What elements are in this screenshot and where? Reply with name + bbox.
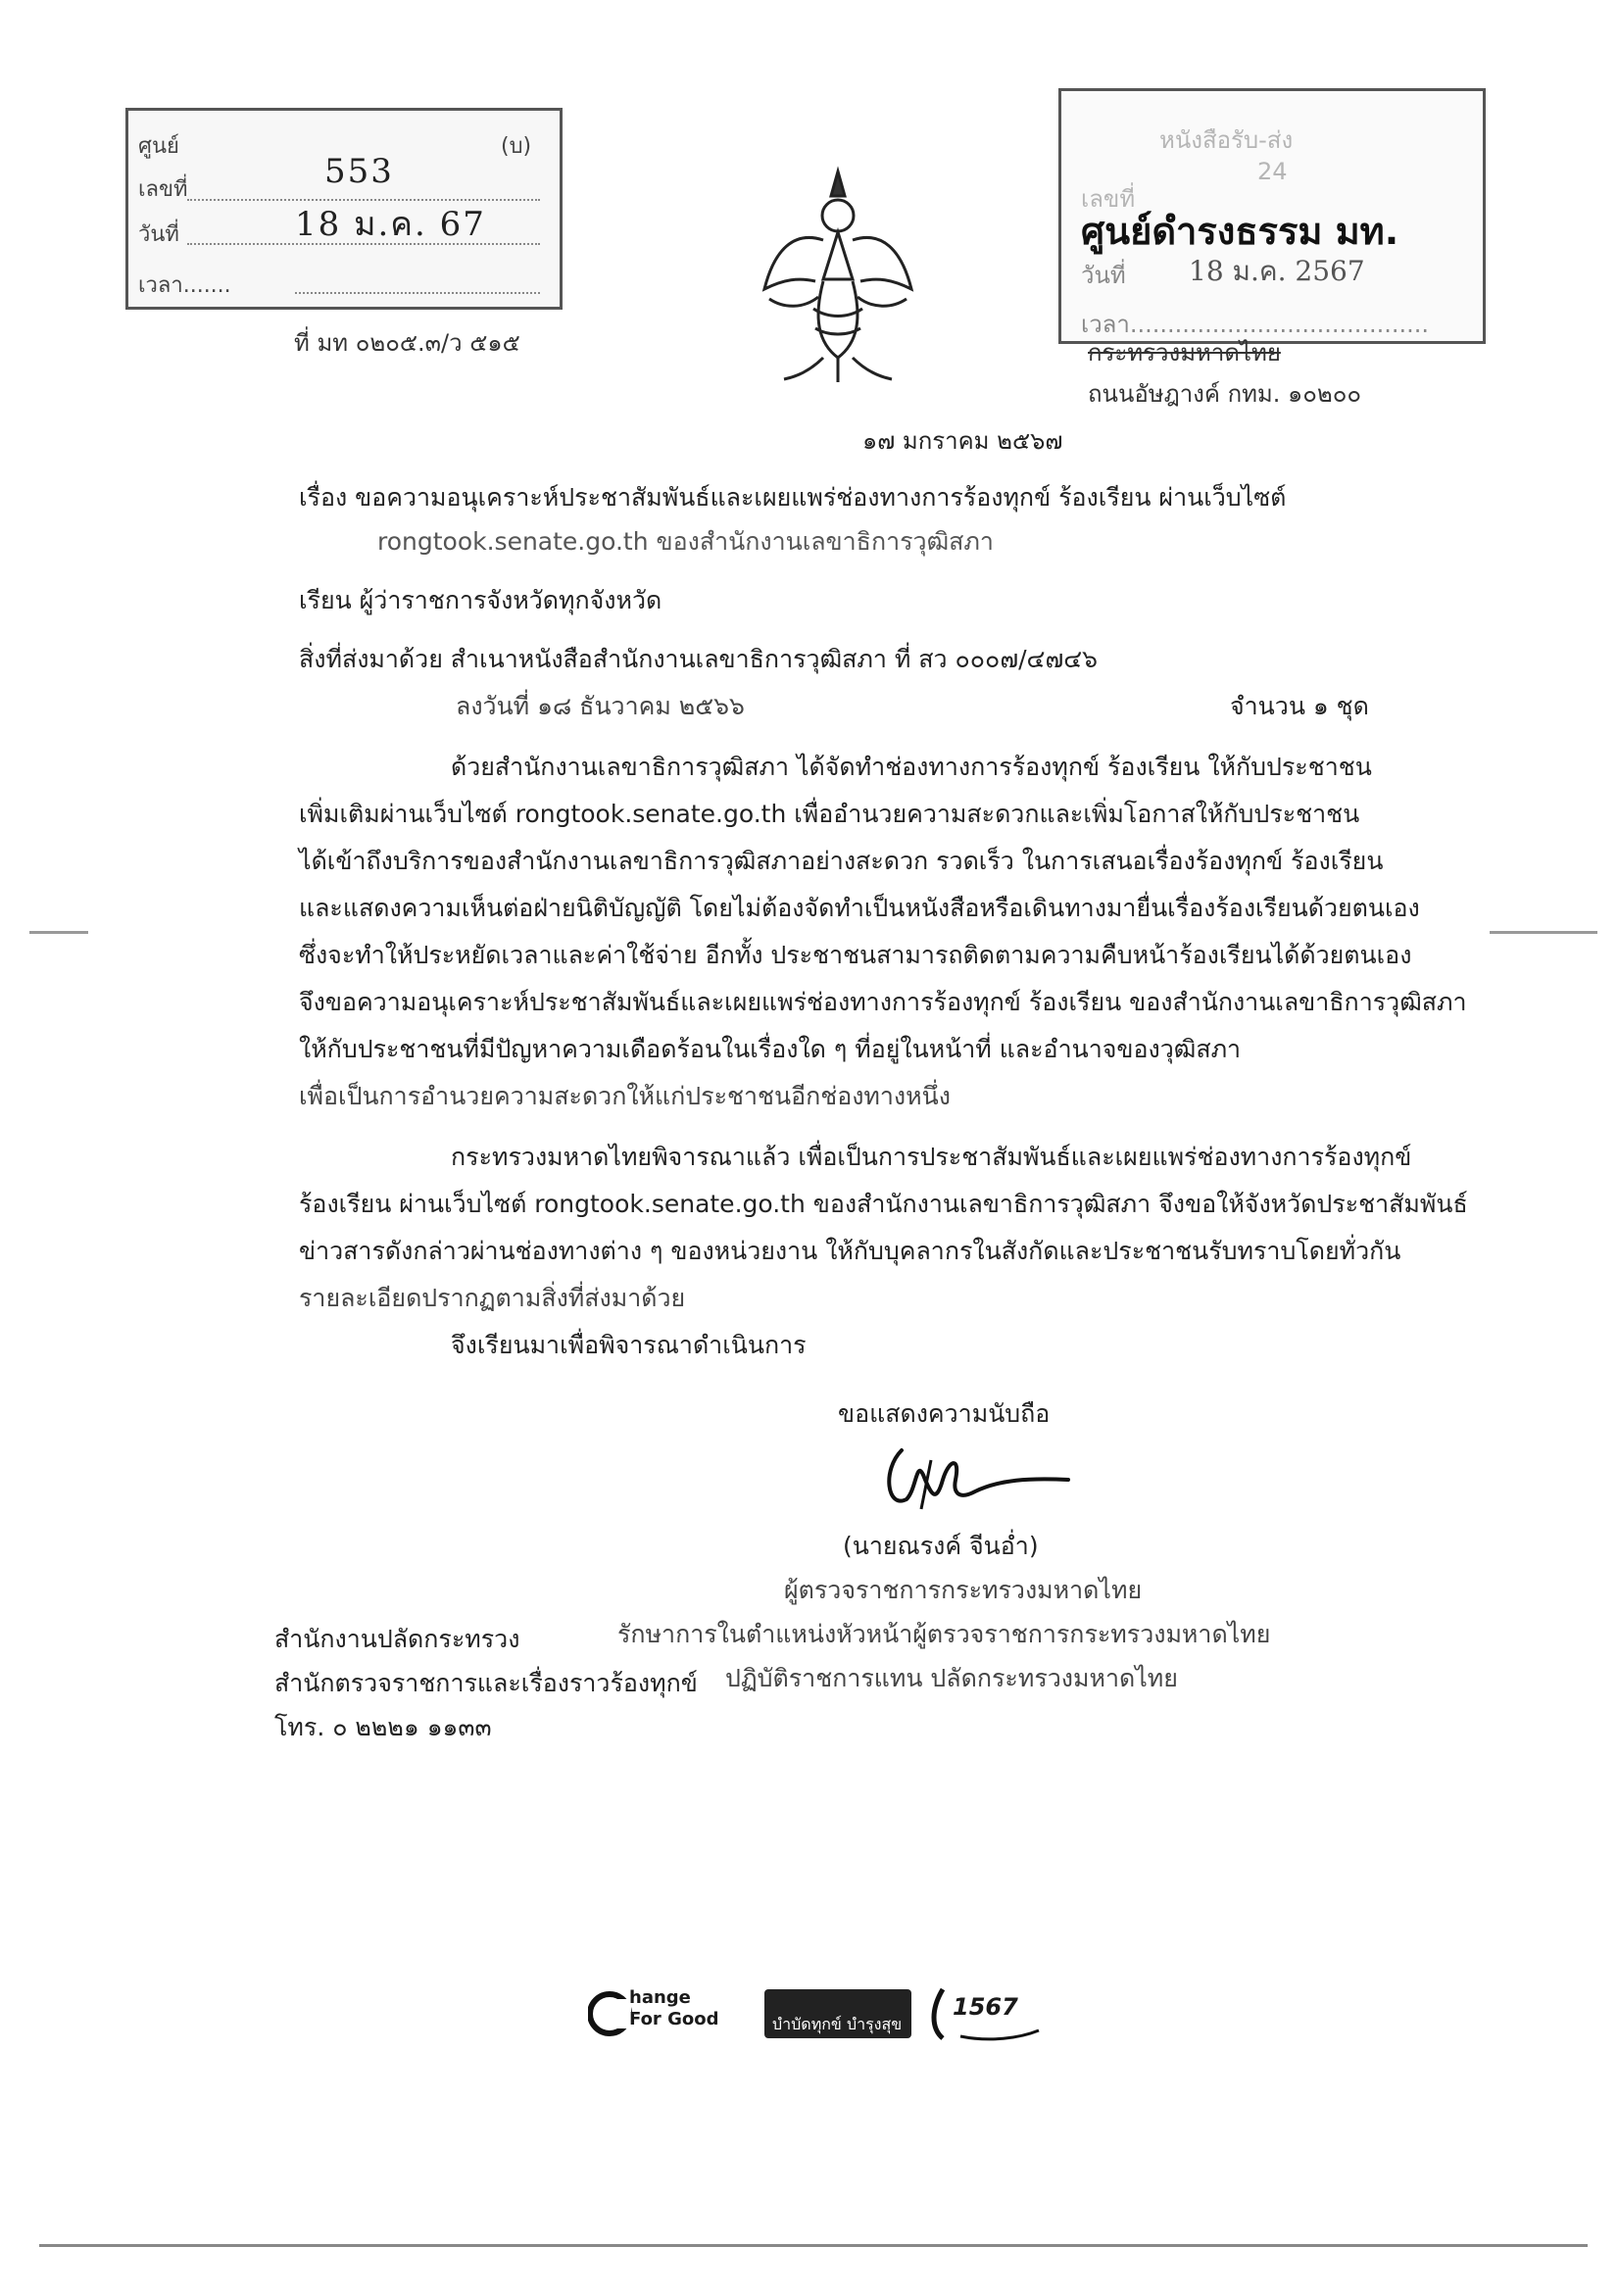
stamp-faded-header: หนังสือรับ-ส่ง <box>1159 126 1294 154</box>
stamp-date-label: วันที่ <box>1081 262 1126 289</box>
footer-logos <box>588 1979 1078 2058</box>
receiving-stamp-left <box>125 108 563 310</box>
stamp-faded-number: 24 <box>1257 158 1288 185</box>
stamp-center-tail: (บ) <box>501 134 532 159</box>
subject-line-continued: rongtook.senate.go.th ของสำนักงานเลขาธิการวุฒิสภา <box>377 527 994 556</box>
stamp-handwritten-number: 553 <box>324 152 394 191</box>
closing-request: จึงเรียนมาเพื่อพิจารณาดำเนินการ <box>451 1331 807 1359</box>
paragraph-1-line: ซึ่งจะทำให้ประหยัดเวลาและค่าใช้จ่าย อีกทั้ง ประชาชนสามารถติดตามความคืบหน้าร้องเรียนได้ด้วยตนเอง <box>299 941 1412 969</box>
office-division: สำนักตรวจราชการและเรื่องราวร้องทุกข์ <box>274 1669 698 1697</box>
stamp-handwritten-date: 18 ม.ค. 67 <box>295 205 486 244</box>
signer-acting-title: รักษาการในตำแหน่งหัวหน้าผู้ตรวจราชการกระทรวงมหาดไทย <box>617 1620 1271 1648</box>
paragraph-1-line: ด้วยสำนักงานเลขาธิการวุฒิสภา ได้จัดทำช่องทางการร้องทุกข์ ร้องเรียน ให้กับประชาชน <box>451 753 1372 781</box>
logo-for-good-text: For Good <box>629 2009 719 2029</box>
closing-salutation: ขอแสดงความนับถือ <box>838 1399 1051 1428</box>
stamp-title: ศูนย์ดำรงธรรม มท. <box>1081 210 1399 253</box>
paragraph-1-line: ให้กับประชาชนที่มีปัญหาความเดือดร้อนในเรื่องใด ๆ ที่อยู่ในหน้าที่ และอำนาจของวุฒิสภา <box>299 1035 1242 1063</box>
paragraph-1-line: และแสดงความเห็นต่อฝ่ายนิติบัญญัติ โดยไม่ต้องจัดทำเป็นหนังสือหรือเดินทางมายื่นเรื่องร้องเรียนด้วยตนเอง <box>299 894 1420 922</box>
office-line: สำนักงานปลัดกระทรวง <box>274 1625 520 1653</box>
paragraph-1-line: เพื่อเป็นการอำนวยความสะดวกให้แก่ประชาชนอีกช่องทางหนึ่ง <box>299 1082 951 1110</box>
stamp-time-label: เวลา....... <box>138 273 231 298</box>
subject-line: เรื่อง ขอความอนุเคราะห์ประชาสัมพันธ์และเผยแพร่ช่องทางการร้องทุกข์ ร้องเรียน ผ่านเว็บไซต์ <box>299 483 1287 512</box>
receiving-stamp-right <box>1058 88 1486 344</box>
scan-margin-mark <box>29 931 88 934</box>
stamp-handwritten-date: 18 ม.ค. 2567 <box>1189 255 1365 287</box>
stamp-date-label: วันที่ <box>138 222 179 247</box>
ministry-address: ถนนอัษฎางค์ กทม. ๑๐๒๐๐ <box>1088 380 1361 408</box>
document-reference-number: ที่ มท ๐๒๐๕.๓/ว ๕๑๕ <box>294 329 520 357</box>
office-phone: โทร. ๐ ๒๒๒๑ ๑๑๓๓ <box>274 1713 492 1741</box>
garuda-emblem-icon <box>755 162 921 387</box>
paragraph-2-line: ร้องเรียน ผ่านเว็บไซต์ rongtook.senate.go.th ของสำนักงานเลขาธิการวุฒิสภา จึงขอให้จังหวัดประชาสัมพันธ์ <box>299 1190 1468 1218</box>
scan-margin-mark <box>1490 931 1597 934</box>
paragraph-1-line: จึงขอความอนุเคราะห์ประชาสัมพันธ์และเผยแพร่ช่องทางการร้องทุกข์ ร้องเรียน ของสำนักงานเลขาธิการวุฒิสภา <box>299 988 1467 1016</box>
paragraph-1-line: เพิ่มเติมผ่านเว็บไซต์ rongtook.senate.go.th เพื่ออำนวยความสะดวกและเพิ่มโอกาสให้กับประชาชน <box>299 800 1360 828</box>
stamp-center-label: ศูนย์ <box>138 134 179 159</box>
recipient-line: เรียน ผู้ว่าราชการจังหวัดทุกจังหวัด <box>299 586 662 614</box>
scan-bottom-edge <box>39 2244 1588 2247</box>
enclosure-date: ลงวันที่ ๑๘ ธันวาคม ๒๕๖๖ <box>456 692 745 720</box>
handwritten-signature <box>862 1421 1088 1529</box>
logo-change-text: hange <box>629 1987 691 2008</box>
logo-motto-text: บำบัดทุกข์ บำรุงสุข <box>772 2015 903 2033</box>
signer-title: ผู้ตรวจราชการกระทรวงมหาดไทย <box>784 1576 1143 1604</box>
stamp-time-label: เวลา........................................ <box>1081 311 1430 338</box>
document-date: ๑๗ มกราคม ๒๕๖๗ <box>862 427 1063 455</box>
paragraph-1-line: ได้เข้าถึงบริการของสำนักงานเลขาธิการวุฒิสภาอย่างสะดวก รวดเร็ว ในการเสนอเรื่องร้องทุกข์ ร้องเรียน <box>299 847 1384 875</box>
paragraph-2-line: กระทรวงมหาดไทยพิจารณาแล้ว เพื่อเป็นการประชาสัมพันธ์และเผยแพร่ช่องทางการร้องทุกข์ <box>451 1143 1412 1171</box>
stamp-number-label: เลขที่ <box>138 177 188 202</box>
enclosure-line: สิ่งที่ส่งมาด้วย สำเนาหนังสือสำนักงานเลขาธิการวุฒิสภา ที่ สว ๐๐๐๗/๔๗๔๖ <box>299 645 1099 673</box>
ministry-name: กระทรวงมหาดไทย <box>1088 339 1281 366</box>
signer-on-behalf: ปฏิบัติราชการแทน ปลัดกระทรวงมหาดไทย <box>725 1664 1178 1692</box>
paragraph-2-line: รายละเอียดปรากฏตามสิ่งที่ส่งมาด้วย <box>299 1284 686 1312</box>
signer-name: (นายณรงค์ จีนอ่ำ) <box>843 1532 1039 1560</box>
paragraph-2-line: ข่าวสารดังกล่าวผ่านช่องทางต่าง ๆ ของหน่วยงาน ให้กับบุคลากรในสังกัดและประชาชนรับทราบโดยทั่วกัน <box>299 1237 1401 1265</box>
logo-hotline-number: 1567 <box>953 1993 1018 2021</box>
stamp-number-label: เลขที่ <box>1081 185 1136 213</box>
stamp-dotted-line <box>295 292 540 294</box>
enclosure-count: จำนวน ๑ ชุด <box>1230 692 1369 720</box>
